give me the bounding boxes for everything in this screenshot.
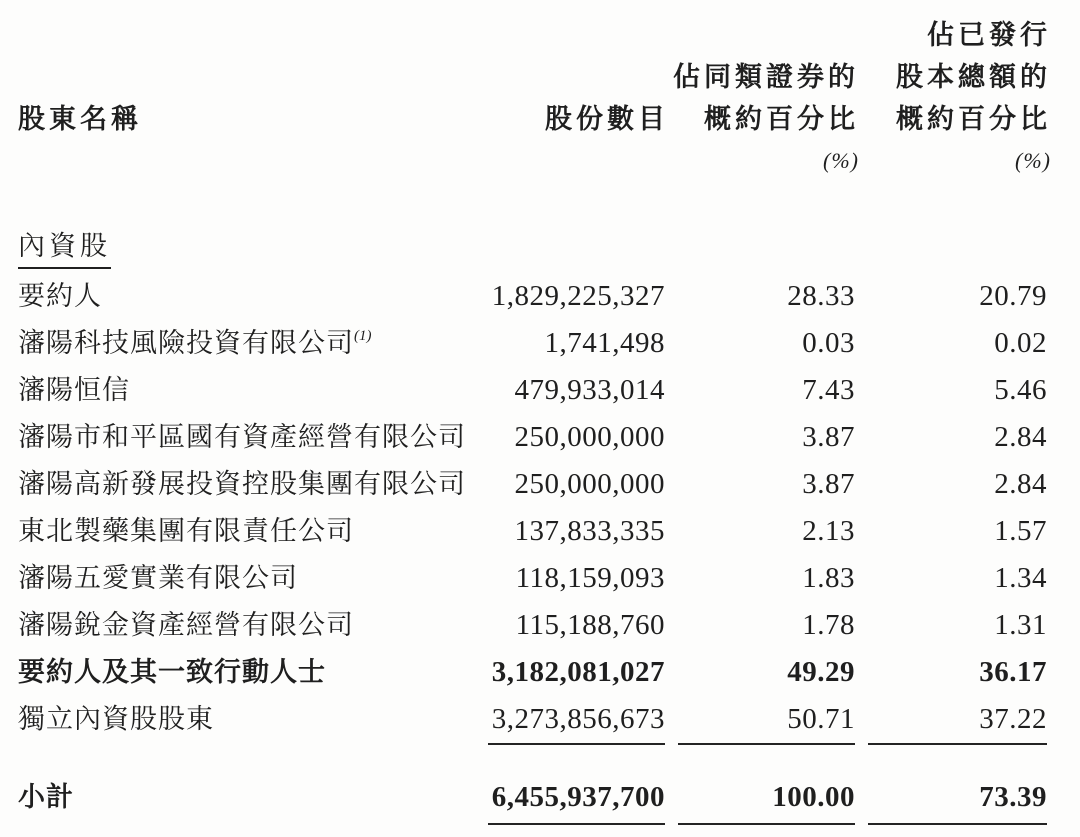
footnote-ref: (1)	[354, 328, 372, 344]
pct-same-class: 28.33	[787, 280, 855, 312]
shareholder-name: 瀋陽市和平區國有資產經營有限公司	[18, 422, 466, 452]
header-shares-count: 股份數目	[545, 104, 669, 134]
shareholder-name: 瀋陽高新發展投資控股集團有限公司	[18, 469, 466, 499]
pct-total-capital: 5.46	[994, 374, 1047, 406]
pct-total-capital: 20.79	[979, 280, 1047, 312]
pct-same-class: 3.87	[802, 421, 855, 453]
shares-count: 137,833,335	[514, 515, 665, 547]
header-pct-total-line2: 股本總額的	[896, 62, 1051, 92]
table-row-independent-domestic-shareholders	[18, 696, 1047, 743]
table-row	[18, 602, 1047, 649]
subtotal-label: 小計	[18, 782, 74, 812]
table-row	[18, 508, 1047, 555]
shareholder-name: 獨立內資股股東	[18, 704, 214, 734]
section-label-domestic-shares: 內資股	[18, 226, 111, 269]
subtotal-pct-same-class: 100.00	[678, 771, 855, 825]
pct-same-class: 1.78	[802, 609, 855, 641]
header-col-pct-class	[665, 14, 859, 182]
header-shareholder-name: 股東名稱	[18, 104, 142, 134]
shareholder-name: 東北製藥集團有限責任公司	[18, 516, 354, 546]
pct-total-capital: 0.02	[994, 327, 1047, 359]
header-col-shares	[475, 14, 669, 182]
pct-total-capital: 37.22	[868, 696, 1047, 745]
shareholder-name: 瀋陽五愛實業有限公司	[18, 563, 298, 593]
section-row	[18, 226, 1047, 273]
subtotal-pct-total-capital: 73.39	[868, 771, 1047, 825]
header-pct-total-line3: 概約百分比	[896, 104, 1051, 134]
table-row	[18, 320, 1047, 367]
header-col-shareholder-name	[18, 14, 475, 182]
shareholder-name: 瀋陽恒信	[18, 375, 130, 405]
table-row	[18, 555, 1047, 602]
table-header	[18, 14, 1051, 182]
header-pct-total-unit: (%)	[1015, 148, 1051, 173]
pct-same-class: 1.83	[802, 562, 855, 594]
header-pct-total-line1: 佔已發行	[927, 20, 1051, 50]
shares-count: 118,159,093	[515, 562, 665, 594]
header-pct-class-unit: (%)	[823, 148, 859, 173]
table-row	[18, 273, 1047, 320]
pct-total-capital: 1.57	[994, 515, 1047, 547]
pct-total-capital: 2.84	[994, 468, 1047, 500]
table-row	[18, 367, 1047, 414]
pct-same-class: 7.43	[802, 374, 855, 406]
shareholder-name	[18, 320, 475, 367]
table-row	[18, 461, 1047, 508]
shareholder-name: 要約人及其一致行動人士	[18, 657, 326, 687]
shareholder-name: 要約人	[18, 281, 102, 311]
shareholder-name: 瀋陽銳金資產經營有限公司	[18, 610, 354, 640]
shares-count: 3,273,856,673	[488, 696, 665, 745]
pct-same-class: 50.71	[678, 696, 855, 745]
header-pct-class-line2: 概約百分比	[704, 104, 859, 134]
pct-same-class: 2.13	[802, 515, 855, 547]
shares-count: 3,182,081,027	[491, 656, 665, 688]
shares-count: 1,741,498	[544, 327, 665, 359]
pct-total-capital: 1.34	[994, 562, 1047, 594]
shares-count: 250,000,000	[514, 421, 665, 453]
shareholder-name-text: 瀋陽科技風險投資有限公司	[18, 328, 354, 358]
table-row-offeror-concert-parties	[18, 649, 1047, 696]
pct-total-capital: 1.31	[994, 609, 1047, 641]
pct-same-class: 3.87	[802, 468, 855, 500]
shares-count: 115,188,760	[515, 609, 665, 641]
subtotal-row	[18, 771, 1047, 823]
header-pct-class-line1: 佔同類證券的	[673, 62, 859, 92]
pct-same-class: 0.03	[802, 327, 855, 359]
pct-total-capital: 36.17	[979, 656, 1047, 688]
subtotal-shares-count: 6,455,937,700	[488, 771, 665, 825]
shares-count: 1,829,225,327	[491, 280, 665, 312]
table-row	[18, 414, 1047, 461]
pct-same-class: 49.29	[787, 656, 855, 688]
header-col-pct-total	[855, 14, 1051, 182]
shares-count: 479,933,014	[514, 374, 665, 406]
shares-count: 250,000,000	[514, 468, 665, 500]
pct-total-capital: 2.84	[994, 421, 1047, 453]
